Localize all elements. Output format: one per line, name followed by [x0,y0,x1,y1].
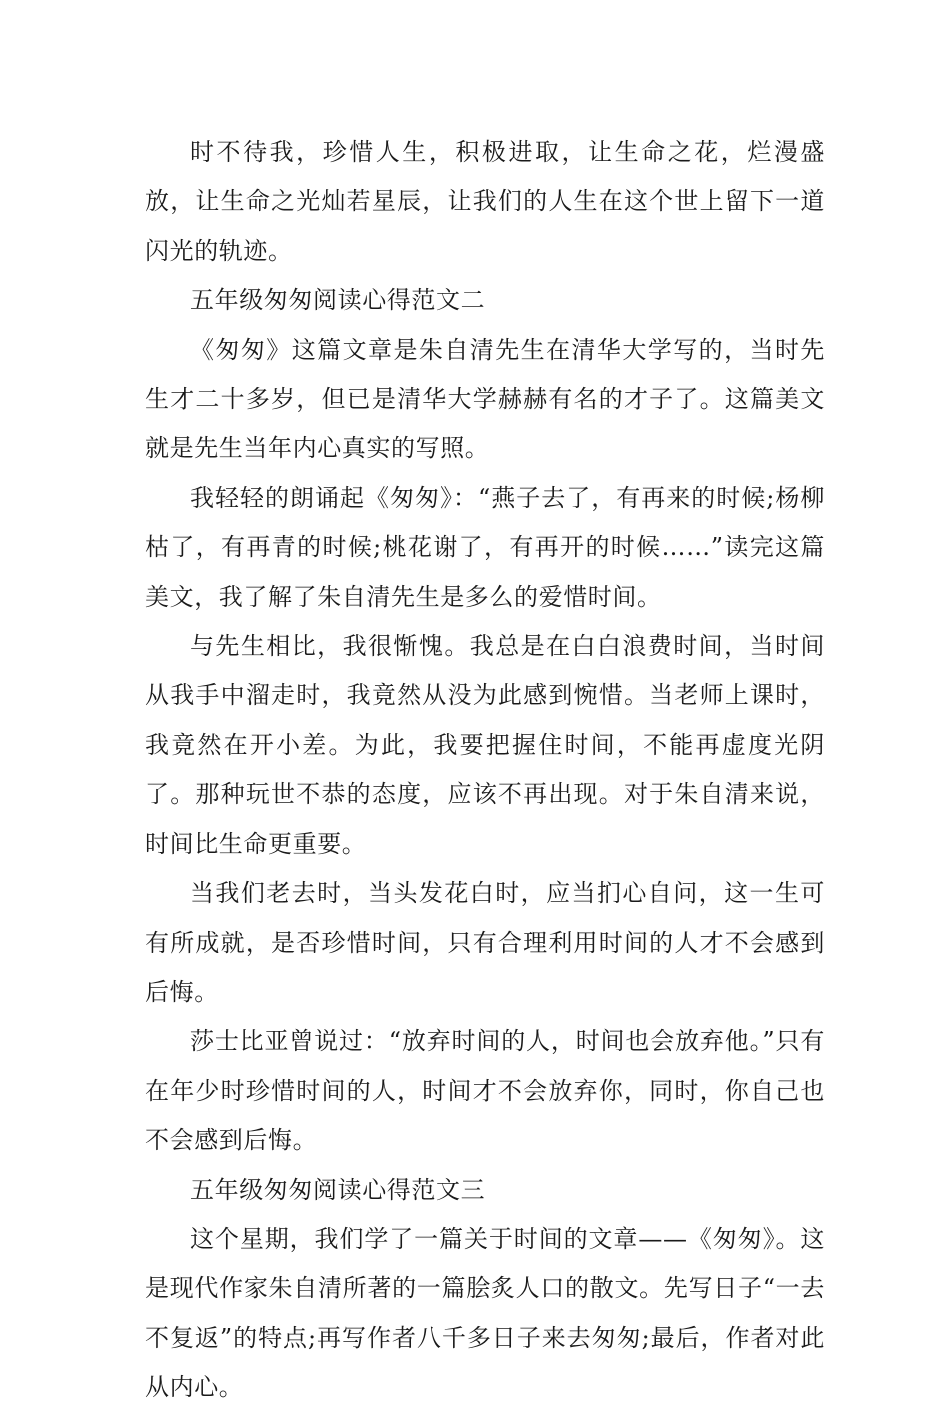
paragraph-essay-two-reflection: 与先生相比，我很惭愧。我总是在白白浪费时间，当时间从我手中溜走时，我竟然从没为此感到惋惜。当老师上课时，我竟然在开小差。为此，我要把握住时间，不能再虚度光阴了。那种玩世不恭的态度，应该不再出现。对于朱自清来说，时间比生命更重要。 [145,632,825,858]
heading-essay-two: 五年级匆匆阅读心得范文二 [190,286,486,315]
paragraph-essay-two-intro: 《匆匆》这篇文章是朱自清先生在清华大学写的，当时先生才二十多岁，但已是清华大学赫赫有名的才子了。这篇美文就是先生当年内心真实的写照。 [145,335,825,463]
paragraph-essay-two-old-age: 当我们老去时，当头发花白时，应当扪心自问，这一生可有所成就，是否珍惜时间，只有合理利用时间的人才不会感到后悔。 [145,879,825,1006]
heading-essay-three: 五年级匆匆阅读心得范文三 [190,1175,486,1204]
paragraph-closing-essay-one: 时不待我，珍惜人生，积极进取，让生命之花，烂漫盛放，让生命之光灿若星辰，让我们的人生在这个世上留下一道闪光的轨迹。 [145,138,825,265]
paragraph-essay-two-shakespeare: 莎士比亚曾说过：“放弃时间的人，时间也会放弃他。”只有在年少时珍惜时间的人，时间才不会放弃你，同时，你自己也不会感到后悔。 [145,1027,825,1155]
paragraph-essay-two-reading: 我轻轻的朗诵起《匆匆》：“燕子去了，有再来的时候;杨柳枯了，有再青的时候;桃花谢了，有再开的时候……”读完这篇美文，我了解了朱自清先生是多么的爱惜时间。 [145,483,825,611]
document-body [145,128,825,1413]
paragraph-essay-three-intro: 这个星期，我们学了一篇关于时间的文章——《匆匆》。这是现代作家朱自清所著的一篇脍炙人口的散文。先写日子“一去不复返”的特点;再写作者八千多日子来去匆匆;最后，作者对此从内心。 [145,1224,825,1402]
